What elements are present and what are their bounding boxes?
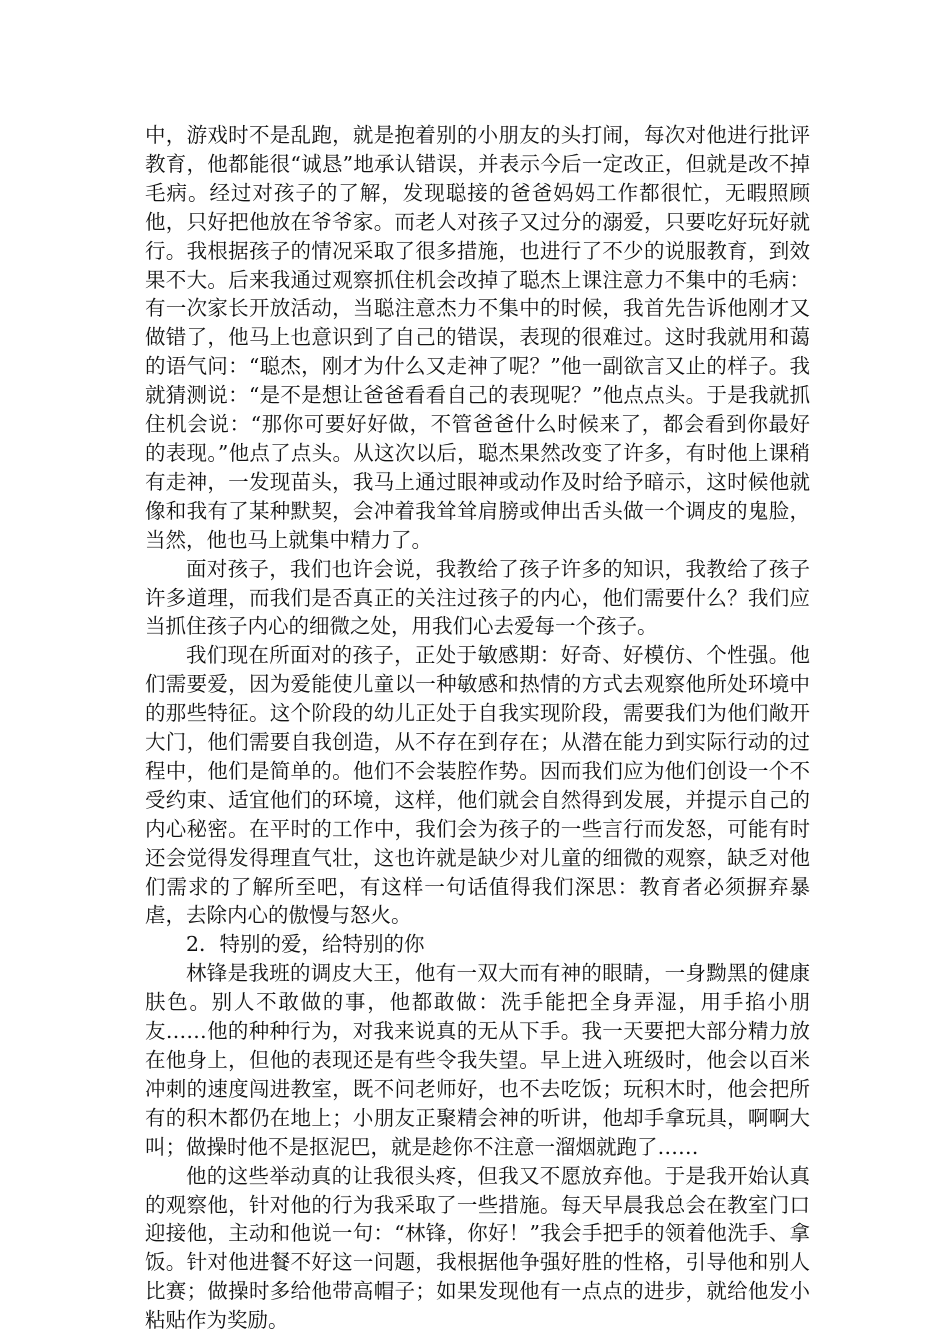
paragraph-attention: 面对孩子，我们也许会说，我教给了孩子许多的知识，我教给了孩子许多道理，而我们是否真正的关注过孩子的内心，他们需要什么？我们应当抓住孩子内心的细微之处，用我们心去爱每一个孩子。 bbox=[145, 556, 810, 639]
document-page bbox=[145, 121, 810, 1335]
paragraph-lin-feng: 林锋是我班的调皮大王，他有一双大而有神的眼睛，一身黝黑的健康肤色。别人不敢做的事，他都敢做：洗手能把全身弄湿，用手掐小朋友……他的种种行为，对我来说真的无从下手。我一天要把大部分精力放在他身上，但他的表现还是有些令我失望。早上进入班级时，他会以百米冲刺的速度闯进教室，既不问老师好，也不去吃饭；玩积木时，他会把所有的积木都仍在地上；小朋友正聚精会神的听讲，他却手拿玩具，啊啊大叫；做操时他不是抠泥巴，就是趁你不注意一溜烟就跑了…… bbox=[145, 961, 810, 1159]
section-heading: 2．特别的爱，给特别的你 bbox=[186, 932, 425, 957]
paragraph-sensitive-period: 我们现在所面对的孩子，正处于敏感期：好奇、好模仿、个性强。他们需要爱，因为爱能使儿童以一种敏感和热情的方式去观察他所处环境中的那些特征。这个阶段的幼儿正处于自我实现阶段，需要我们为他们敞开大门，他们需要自我创造，从不存在到存在；从潜在能力到实际行动的过程中，他们是简单的。他们不会装腔作势。因而我们应为他们创设一个不受约束、适宜他们的环境，这样，他们就会自然得到发展，并提示自己的内心秘密。在平时的工作中，我们会为孩子的一些言行而发怒，可能有时还会觉得发得理直气壮，这也许就是缺少对儿童的细微的观察，缺乏对他们需求的了解所至吧，有这样一句话值得我们深思：教育者必须摒弃暴虐，去除内心的傲慢与怒火。 bbox=[145, 643, 810, 928]
paragraph-measures: 他的这些举动真的让我很头疼，但我又不愿放弃他。于是我开始认真的观察他，针对他的行为我采取了一些措施。每天早晨我总会在教室门口迎接他，主动和他说一句：“林锋，你好！”我会手把手的领着他洗手、拿饭。针对他进餐不好这一问题，我根据他争强好胜的性格，引导他和别人比赛；做操时多给他带高帽子；如果发现他有一点点的进步，就给他发小粘贴作为奖励。 bbox=[145, 1163, 810, 1333]
paragraph-continuation: 中，游戏时不是乱跑，就是抱着别的小朋友的头打闹，每次对他进行批评教育，他都能很“诚恳”地承认错误，并表示今后一定改正，但就是改不掉毛病。经过对孩子的了解，发现聪接的爸爸妈妈工作都很忙，无暇照顾他，只好把他放在爷爷家。而老人对孩子又过分的溺爱，只要吃好玩好就行。我根据孩子的情况采取了很多措施，也进行了不少的说服教育，到效果不大。后来我通过观察抓住机会改掉了聪杰上课注意力不集中的毛病：有一次家长开放活动，当聪注意杰力不集中的时候，我首先告诉他刚才又做错了，他马上也意识到了自己的错误，表现的很难过。这时我就用和蔼的语气问：“聪杰，刚才为什么又走神了呢？”他一副欲言又止的样子。我就猜测说：“是不是想让爸爸看看自己的表现呢？”他点点头。于是我就抓住机会说：“那你可要好好做，不管爸爸什么时候来了，都会看到你最好的表现。”他点了点头。从这次以后，聪杰果然改变了许多，有时他上课稍有走神，一发现苗头，我马上通过眼神或动作及时给予暗示，这时候他就像和我有了某种默契，会冲着我耸耸肩膀或伸出舌头做一个调皮的鬼脸，当然，他也马上就集中精力了。 bbox=[145, 123, 810, 552]
